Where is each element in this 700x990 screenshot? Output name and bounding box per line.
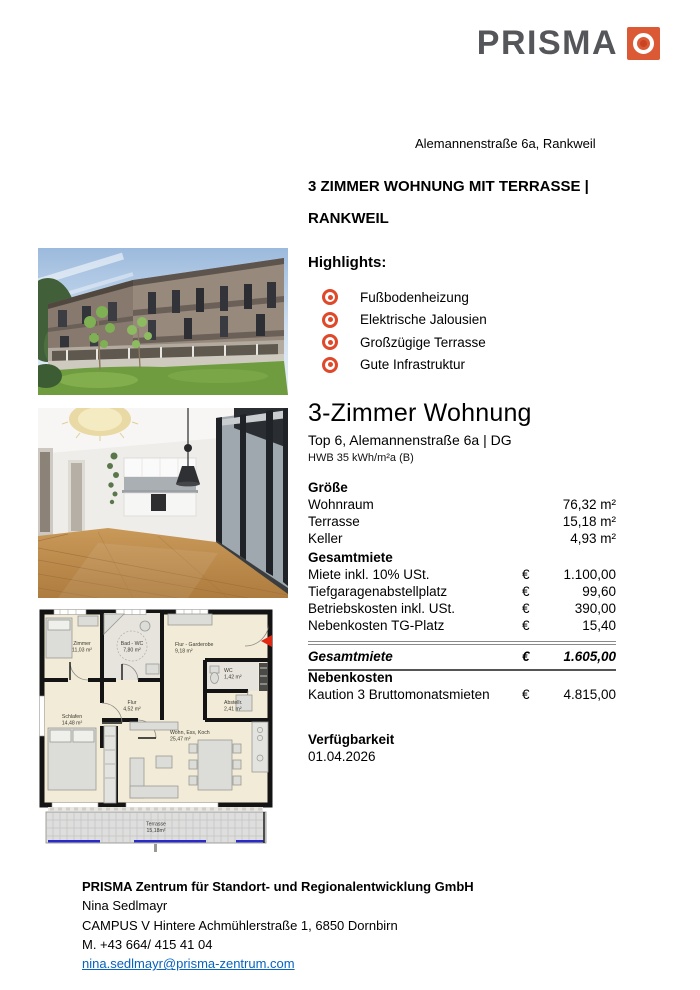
cost-value: 15,40 — [582, 618, 616, 633]
apartment-subheading: Top 6, Alemannenstraße 6a | DG — [308, 432, 512, 448]
rent-row — [308, 583, 616, 600]
size-section — [308, 479, 616, 547]
size-value: 4,93 m² — [570, 531, 616, 546]
interior-illustration — [38, 408, 288, 598]
room-label-terrasse: Terrasse — [146, 821, 166, 828]
room-label-zimmer: Zimmer — [73, 641, 91, 647]
room-area-bad-wc: 7,80 m² — [123, 647, 141, 654]
cost-label: Miete inkl. 10% USt. — [308, 567, 430, 582]
target-bullet-icon — [322, 289, 338, 305]
room-label-schlafen: Schlafen — [61, 714, 83, 720]
page-title — [308, 171, 648, 234]
contact-email-link[interactable]: nina.sedlmayr@prisma-zentrum.com — [82, 956, 295, 972]
size-value: 76,32 m² — [562, 497, 616, 512]
room-label-wohnen: Wohn, Ess, Koch — [170, 730, 210, 736]
contact-phone: M. +43 664/ 415 41 04 — [82, 936, 213, 952]
size-row — [308, 496, 616, 513]
company-address: CAMPUS V Hintere Achmühlerstraße 1, 6850 Dornbirn — [82, 917, 398, 933]
rent-row — [308, 600, 616, 617]
extra-cost-row — [308, 686, 616, 703]
energy-certificate: HWB 35 kWh/m²a (B) — [308, 452, 414, 464]
cost-value: 1.100,00 — [563, 567, 616, 582]
room-area-schlafen: 14,48 m² — [61, 720, 83, 727]
contact-name: Nina Sedlmayr — [82, 898, 168, 914]
extra-costs-heading: Nebenkosten — [308, 670, 393, 685]
currency-symbol: € — [522, 584, 530, 599]
room-area-wohnen: 25,47 m² — [170, 736, 191, 743]
room-label-wc: WC — [224, 668, 233, 674]
room-label-flur-garderobe: Flur - Garderobe — [175, 642, 214, 648]
highlights-heading: Highlights: — [308, 254, 387, 271]
size-label: Terrasse — [308, 514, 360, 529]
room-area-terrasse: 15,18m² — [146, 828, 166, 834]
room-label-abstellraum: Abstellr. — [224, 700, 243, 706]
divider — [308, 641, 616, 642]
target-bullet-icon — [322, 334, 338, 350]
currency-symbol: € — [522, 687, 530, 702]
room-area-wc: 1,42 m² — [224, 674, 242, 681]
size-heading: Größe — [308, 480, 348, 495]
currency-symbol: € — [522, 649, 530, 664]
total-value: 1.605,00 — [563, 649, 616, 664]
room-label-bad-wc: Bad - WC — [120, 641, 144, 647]
rent-total-row — [308, 644, 616, 671]
room-label-flur: Flur — [127, 700, 137, 706]
availability-row — [308, 748, 616, 765]
interior-photo — [38, 408, 288, 598]
prisma-logo — [477, 26, 660, 60]
brand-name: PRISMA — [476, 24, 618, 62]
cost-label: Kaution 3 Bruttomonatsmieten — [308, 687, 490, 702]
floorplan-image — [38, 608, 274, 854]
highlight-label: Fußbodenheizung — [360, 289, 469, 305]
currency-symbol: € — [522, 567, 530, 582]
building-illustration — [38, 248, 288, 395]
title-line-1: 3 ZIMMER WOHNUNG MIT TERRASSE | — [308, 178, 589, 195]
cost-value: 390,00 — [574, 601, 616, 616]
highlight-label: Gute Infrastruktur — [360, 357, 466, 373]
size-row — [308, 513, 616, 530]
highlight-label: Elektrische Jalousien — [360, 312, 487, 328]
target-bullet-icon — [322, 357, 338, 373]
availability-heading: Verfügbarkeit — [308, 732, 395, 747]
footer-contact — [82, 877, 642, 973]
size-label: Wohnraum — [308, 497, 374, 512]
cost-value: 4.815,00 — [563, 687, 616, 702]
rent-row — [308, 566, 616, 583]
highlights-section — [308, 254, 628, 376]
cost-value: 99,60 — [582, 584, 616, 599]
rent-section — [308, 549, 616, 671]
building-photo — [38, 248, 288, 395]
cost-label: Nebenkosten TG-Platz — [308, 618, 445, 633]
target-bullet-icon — [322, 312, 338, 328]
rent-row — [308, 617, 616, 634]
size-row — [308, 530, 616, 547]
availability-date: 01.04.2026 — [308, 749, 376, 764]
floorplan-drawing — [38, 608, 274, 854]
total-label: Gesamtmiete — [308, 649, 393, 664]
room-area-abstellraum: 2,41 m² — [224, 706, 242, 713]
highlight-item — [308, 286, 628, 309]
room-area-flur: 4,52 m² — [123, 706, 141, 713]
room-area-flur-garderobe: 9,18 m² — [175, 648, 193, 655]
size-label: Keller — [308, 531, 343, 546]
currency-symbol: € — [522, 618, 530, 633]
extra-costs-section — [308, 669, 616, 703]
highlight-label: Großzügige Terrasse — [360, 334, 486, 350]
company-name: PRISMA Zentrum für Standort- und Regionalentwicklung GmbH — [82, 879, 474, 894]
cost-label: Betriebskosten inkl. USt. — [308, 601, 456, 616]
highlight-item — [308, 331, 628, 354]
cost-label: Tiefgaragenabstellplatz — [308, 584, 448, 599]
apartment-details-header — [308, 398, 628, 464]
currency-symbol: € — [522, 601, 530, 616]
highlight-item — [308, 354, 628, 377]
size-value: 15,18 m² — [562, 514, 616, 529]
apartment-heading: 3-Zimmer Wohnung — [308, 399, 532, 427]
availability-section — [308, 731, 616, 765]
target-icon — [627, 27, 660, 60]
highlight-item — [308, 309, 628, 332]
property-address: Alemannenstraße 6a, Rankweil — [415, 136, 596, 151]
title-line-2: RANKWEIL — [308, 209, 389, 227]
room-area-zimmer: 11,03 m² — [71, 647, 93, 654]
rent-heading: Gesamtmiete — [308, 550, 393, 565]
